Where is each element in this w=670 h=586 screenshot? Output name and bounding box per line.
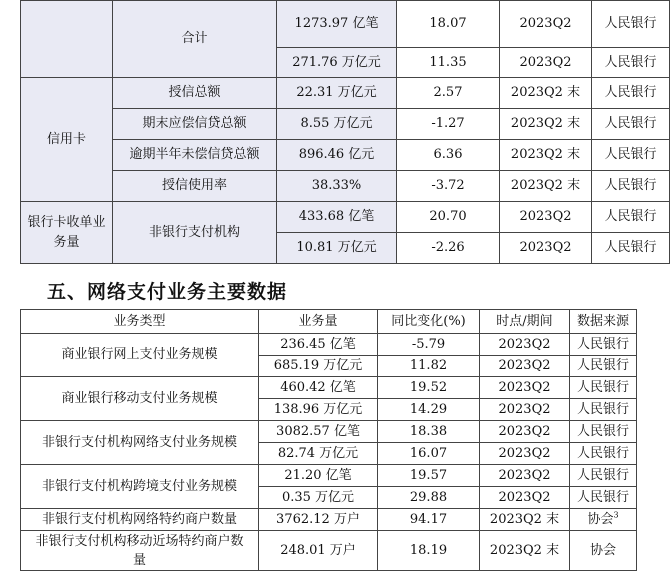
yoy-cell: -5.79 xyxy=(378,334,480,356)
business-type-cell: 非银行支付机构移动近场特约商户数量 xyxy=(21,531,259,571)
period-cell: 2023Q2 末 xyxy=(480,509,570,531)
source-cell: 协会 xyxy=(570,531,637,571)
amount-cell: 10.81 万亿元 xyxy=(277,233,397,264)
amount-cell: 1273.97 亿笔 xyxy=(277,1,397,48)
source-cell: 人民银行 xyxy=(570,465,637,487)
table-row xyxy=(21,78,670,109)
source-cell: 人民银行 xyxy=(570,487,637,509)
header-cell: 业务量 xyxy=(259,310,378,334)
amount-cell: 460.42 亿笔 xyxy=(259,377,378,399)
amount-cell: 22.31 万亿元 xyxy=(277,78,397,109)
footnote-marker: 3 xyxy=(613,510,619,520)
acquiring-label: 银行卡收单业务量 xyxy=(21,202,113,264)
table-row xyxy=(21,109,670,140)
business-type-cell: 商业银行移动支付业务规模 xyxy=(21,377,259,421)
yoy-cell: 94.17 xyxy=(378,509,480,531)
period-cell: 2023Q2 xyxy=(500,202,592,233)
header-cell: 业务类型 xyxy=(21,310,259,334)
amount-cell: 685.19 万亿元 xyxy=(259,356,378,377)
period-cell: 2023Q2 xyxy=(480,487,570,509)
amount-cell: 248.01 万户 xyxy=(259,531,378,571)
table-row xyxy=(21,509,637,531)
yoy-cell: 2.57 xyxy=(397,78,500,109)
business-type-cell: 商业银行网上支付业务规模 xyxy=(21,334,259,377)
yoy-cell: 20.70 xyxy=(397,202,500,233)
table-row xyxy=(21,465,637,487)
yoy-cell: -2.26 xyxy=(397,233,500,264)
credit-card-label: 信用卡 xyxy=(21,78,113,202)
amount-cell: 138.96 万亿元 xyxy=(259,399,378,421)
amount-cell: 896.46 亿元 xyxy=(277,140,397,171)
yoy-cell: -1.27 xyxy=(397,109,500,140)
table-row xyxy=(21,202,670,233)
period-cell: 2023Q2 末 xyxy=(500,78,592,109)
period-cell: 2023Q2 末 xyxy=(480,531,570,571)
source-cell: 人民银行 xyxy=(592,109,670,140)
period-cell: 2023Q2 xyxy=(480,399,570,421)
empty-category-cell xyxy=(21,1,113,78)
yoy-cell: -3.72 xyxy=(397,171,500,202)
item-cell: 授信使用率 xyxy=(113,171,277,202)
online-payment-table xyxy=(20,309,637,571)
table-row xyxy=(21,377,637,399)
amount-cell: 236.45 亿笔 xyxy=(259,334,378,356)
yoy-cell: 19.57 xyxy=(378,465,480,487)
yoy-cell: 18.07 xyxy=(397,1,500,48)
table-row xyxy=(21,421,637,443)
period-cell: 2023Q2 xyxy=(480,377,570,399)
yoy-cell: 16.07 xyxy=(378,443,480,465)
yoy-cell: 29.88 xyxy=(378,487,480,509)
source-cell: 人民银行 xyxy=(570,399,637,421)
table-row xyxy=(21,531,637,571)
amount-cell: 21.20 亿笔 xyxy=(259,465,378,487)
yoy-cell: 11.82 xyxy=(378,356,480,377)
yoy-cell: 6.36 xyxy=(397,140,500,171)
header-cell: 时点/期间 xyxy=(480,310,570,334)
table-row xyxy=(21,140,670,171)
source-cell: 人民银行 xyxy=(592,48,670,78)
item-cell: 逾期半年未偿信贷总额 xyxy=(113,140,277,171)
yoy-cell: 18.19 xyxy=(378,531,480,571)
source-cell: 人民银行 xyxy=(592,202,670,233)
source-cell: 人民银行 xyxy=(570,377,637,399)
period-cell: 2023Q2 xyxy=(500,1,592,48)
period-cell: 2023Q2 xyxy=(500,48,592,78)
period-cell: 2023Q2 末 xyxy=(500,140,592,171)
table-row xyxy=(21,334,637,356)
source-cell: 人民银行 xyxy=(570,334,637,356)
period-cell: 2023Q2 xyxy=(480,356,570,377)
period-cell: 2023Q2 xyxy=(500,233,592,264)
period-cell: 2023Q2 末 xyxy=(500,109,592,140)
yoy-cell: 14.29 xyxy=(378,399,480,421)
total-label: 合计 xyxy=(113,1,277,78)
source-cell: 人民银行 xyxy=(570,443,637,465)
amount-cell: 0.35 万亿元 xyxy=(259,487,378,509)
amount-cell: 3082.57 亿笔 xyxy=(259,421,378,443)
business-type-cell: 非银行支付机构网络支付业务规模 xyxy=(21,421,259,465)
amount-cell: 433.68 亿笔 xyxy=(277,202,397,233)
header-cell: 数据来源 xyxy=(570,310,637,334)
item-cell: 期末应偿信贷总额 xyxy=(113,109,277,140)
source-cell: 人民银行 xyxy=(592,233,670,264)
source-cell: 人民银行 xyxy=(592,140,670,171)
item-cell: 授信总额 xyxy=(113,78,277,109)
period-cell: 2023Q2 xyxy=(480,443,570,465)
amount-cell: 8.55 万亿元 xyxy=(277,109,397,140)
yoy-cell: 11.35 xyxy=(397,48,500,78)
source-cell: 人民银行 xyxy=(570,421,637,443)
source-cell xyxy=(570,509,637,531)
period-cell: 2023Q2 末 xyxy=(500,171,592,202)
business-type-cell: 非银行支付机构网络特约商户数量 xyxy=(21,509,259,531)
source-cell: 人民银行 xyxy=(592,171,670,202)
table-header-row xyxy=(21,310,637,334)
yoy-cell: 19.52 xyxy=(378,377,480,399)
item-cell: 非银行支付机构 xyxy=(113,202,277,264)
business-type-cell: 非银行支付机构跨境支付业务规模 xyxy=(21,465,259,509)
amount-cell: 82.74 万亿元 xyxy=(259,443,378,465)
table-row xyxy=(21,1,670,48)
period-cell: 2023Q2 xyxy=(480,421,570,443)
source-cell: 人民银行 xyxy=(592,78,670,109)
section-heading: 五、网络支付业务主要数据 xyxy=(47,281,288,303)
amount-cell: 38.33% xyxy=(277,171,397,202)
header-cell: 同比变化(%) xyxy=(378,310,480,334)
source-cell: 人民银行 xyxy=(592,1,670,48)
source-text: 协会 xyxy=(587,511,614,527)
period-cell: 2023Q2 xyxy=(480,465,570,487)
amount-cell: 271.76 万亿元 xyxy=(277,48,397,78)
amount-cell: 3762.12 万户 xyxy=(259,509,378,531)
bank-card-table xyxy=(20,0,670,264)
period-cell: 2023Q2 xyxy=(480,334,570,356)
table-row xyxy=(21,171,670,202)
yoy-cell: 18.38 xyxy=(378,421,480,443)
source-cell: 人民银行 xyxy=(570,356,637,377)
